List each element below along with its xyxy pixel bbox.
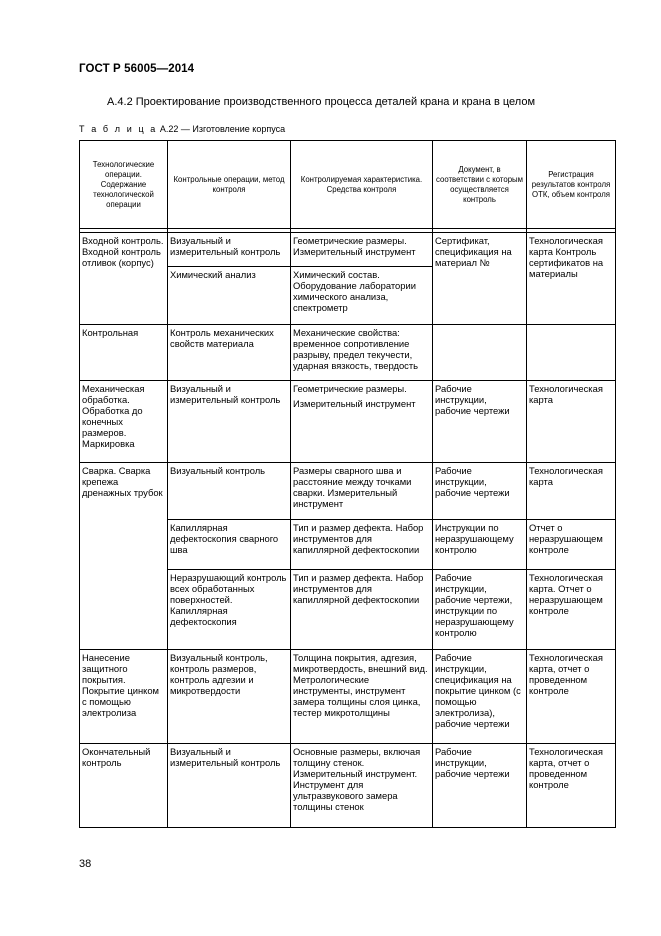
cell-characteristic: Химический состав. Оборудование лаборатории химического анализа, спектрометр xyxy=(291,267,433,325)
cell-registration: Технологическая карта xyxy=(527,463,616,520)
cell-document: Инструкции по неразрушающему контролю xyxy=(433,520,527,570)
table-caption xyxy=(79,124,285,134)
table-row xyxy=(80,650,616,744)
cell-operation: Входной контроль. Входной контроль отливок (корпус) xyxy=(80,233,168,325)
table-row xyxy=(80,744,616,828)
characteristic-line: Геометрические размеры. xyxy=(293,383,407,394)
cell-document: Рабочие инструкции, рабочие чертежи xyxy=(433,381,527,463)
cell-control-method: Неразрушающий контроль всех обработанных поверхностей. Капиллярная дефектоскопия xyxy=(168,570,291,650)
cell-registration: Технологическая карта. Отчет о неразрушающем контроле xyxy=(527,570,616,650)
cell-registration: Технологическая карта Контроль сертификатов на материалы xyxy=(527,233,616,325)
cell-registration: Технологическая карта, отчет о проведенном контроле xyxy=(527,650,616,744)
col-header-operation: Технологические операции. Содержание технологической операции xyxy=(80,141,168,229)
table-caption-label: Т а б л и ц а xyxy=(79,124,158,134)
col-header-document: Документ, в соответствии с которым осуществляется контроль xyxy=(433,141,527,229)
cell-characteristic: Тип и размер дефекта. Набор инструментов для капиллярной дефектоскопии xyxy=(291,520,433,570)
cell-control-method: Контроль механических свойств материала xyxy=(168,325,291,381)
cell-operation: Механическая обработка. Обработка до конечных размеров. Маркировка xyxy=(80,381,168,463)
cell-document: Рабочие инструкции, рабочие чертежи xyxy=(433,463,527,520)
cell-control-method: Визуальный и измерительный контроль xyxy=(168,381,291,463)
cell-control-method: Визуальный контроль, контроль размеров, контроль адгезии и микротвердости xyxy=(168,650,291,744)
cell-characteristic: Механические свойства: временное сопротивление разрыву, предел текучести, ударная вязкость, твердость xyxy=(291,325,433,381)
cell-characteristic: Основные размеры, включая толщину стенок. Измерительный инструмент. Инструмент для ультразвукового замера толщины стенок xyxy=(291,744,433,828)
cell-registration: Отчет о неразрушающем контроле xyxy=(527,520,616,570)
table-row xyxy=(80,233,616,267)
characteristic-line: Измерительный инструмент xyxy=(293,398,416,409)
cell-document: Сертификат, спецификация на материал № xyxy=(433,233,527,325)
table-row xyxy=(80,325,616,381)
table-row xyxy=(80,381,616,463)
document-id: ГОСТ Р 56005—2014 xyxy=(79,63,195,75)
cell-document: Рабочие инструкции, рабочие чертежи xyxy=(433,744,527,828)
cell-operation: Контрольная xyxy=(80,325,168,381)
page-number: 38 xyxy=(79,858,92,870)
cell-control-method: Химический анализ xyxy=(168,267,291,325)
cell-control-method: Визуальный и измерительный контроль xyxy=(168,233,291,267)
table-row xyxy=(80,463,616,520)
cell-characteristic xyxy=(291,381,433,463)
cell-control-method: Капиллярная дефектоскопия сварного шва xyxy=(168,520,291,570)
cell-characteristic: Размеры сварного шва и расстояние между точками сварки. Измерительный инструмент xyxy=(291,463,433,520)
cell-characteristic: Тип и размер дефекта. Набор инструментов для капиллярной дефектоскопии xyxy=(291,570,433,650)
control-table xyxy=(79,140,616,828)
cell-characteristic: Геометрические размеры. Измерительный инструмент xyxy=(291,233,433,267)
section-title: А.4.2 Проектирование производственного процесса деталей крана и крана в целом xyxy=(107,96,536,108)
cell-document: Рабочие инструкции, рабочие чертежи, инструкции по неразрушающему контролю xyxy=(433,570,527,650)
table-header-row xyxy=(80,141,616,229)
cell-operation: Сварка. Сварка крепежа дренажных трубок xyxy=(80,463,168,650)
cell-characteristic: Толщина покрытия, адгезия, микротвердость, внешний вид. Метрологические инструменты, инструмент замера толщины слоя цинка, тестер микротолщины xyxy=(291,650,433,744)
cell-document: Рабочие инструкции, спецификация на покрытие цинком (с помощью электролиза), рабочие чертежи xyxy=(433,650,527,744)
cell-registration xyxy=(527,325,616,381)
cell-registration: Технологическая карта xyxy=(527,381,616,463)
cell-registration: Технологическая карта, отчет о проведенном контроле xyxy=(527,744,616,828)
col-header-characteristic: Контролируемая характеристика. Средства контроля xyxy=(291,141,433,229)
table-caption-text: А.22 — Изготовление корпуса xyxy=(159,124,286,134)
cell-document xyxy=(433,325,527,381)
cell-operation: Окончательный контроль xyxy=(80,744,168,828)
col-header-control-method: Контрольные операции, метод контроля xyxy=(168,141,291,229)
cell-operation: Нанесение защитного покрытия. Покрытие цинком с помощью электролиза xyxy=(80,650,168,744)
cell-control-method: Визуальный и измерительный контроль xyxy=(168,744,291,828)
cell-control-method: Визуальный контроль xyxy=(168,463,291,520)
col-header-registration: Регистрация результатов контроля ОТК, объем контроля xyxy=(527,141,616,229)
